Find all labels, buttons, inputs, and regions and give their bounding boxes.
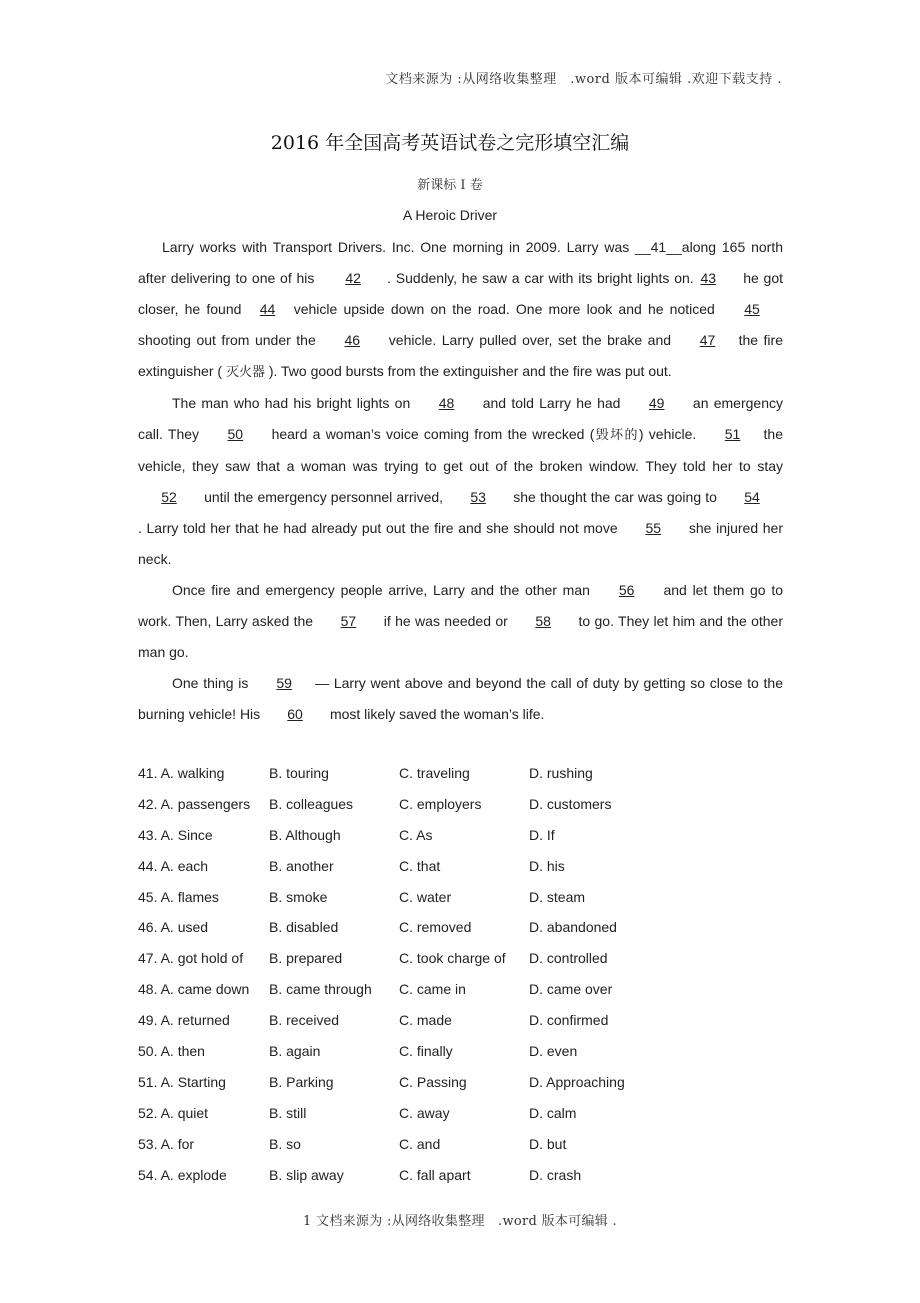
blank-57: 57 bbox=[340, 613, 357, 629]
option-d: D. steam bbox=[529, 888, 586, 905]
text: along 165 north after delivering to one of his bbox=[138, 239, 783, 286]
option-c: C. water bbox=[399, 888, 452, 905]
text: ). Two good bursts from the extinguisher and the fire was put out. bbox=[264, 363, 672, 379]
option-a: 46. A. used bbox=[138, 919, 209, 936]
option-b: B. slip away bbox=[269, 1166, 344, 1183]
option-c: C. made bbox=[399, 1012, 452, 1029]
text: and told Larry he had bbox=[477, 395, 626, 411]
option-b: B. received bbox=[269, 1012, 340, 1029]
option-b: B. Although bbox=[269, 826, 341, 843]
option-c: C. As bbox=[399, 826, 433, 843]
option-a: 45. A. flames bbox=[138, 888, 219, 905]
option-c: C. traveling bbox=[399, 765, 470, 781]
option-row bbox=[138, 1098, 798, 1129]
option-a: 52. A. quiet bbox=[138, 1104, 209, 1121]
passage-title: A Heroic Driver bbox=[402, 207, 498, 223]
text: she injured her neck. bbox=[138, 520, 783, 567]
text: if he was needed or bbox=[379, 613, 513, 629]
option-d: D. but bbox=[529, 1135, 567, 1152]
option-a: 50. A. then bbox=[138, 1043, 205, 1060]
text: Once fire and emergency people arrive, Larry and the other man bbox=[172, 582, 596, 598]
blank-47: 47 bbox=[699, 332, 716, 348]
option-b: B. colleagues bbox=[269, 795, 354, 812]
option-row bbox=[138, 1036, 798, 1067]
blank-52: 52 bbox=[161, 489, 177, 505]
option-c: C. away bbox=[399, 1104, 450, 1121]
option-b: B. prepared bbox=[269, 950, 343, 967]
option-a: 43. A. Since bbox=[138, 826, 213, 843]
option-a: 54. A. explode bbox=[138, 1166, 227, 1183]
text: shooting out from under the bbox=[138, 332, 322, 348]
text: vehicle. Larry pulled over, set the brake and bbox=[383, 332, 677, 348]
text: an emergency call. They bbox=[138, 395, 783, 442]
option-d: D. controlled bbox=[529, 950, 608, 967]
paragraph-2 bbox=[138, 388, 783, 575]
option-c: C. finally bbox=[399, 1043, 453, 1060]
blank-43: 43 bbox=[700, 270, 717, 286]
text: the vehicle, they saw that a woman was trying to get out of the broken window. They told her to stay bbox=[138, 426, 784, 474]
option-a: 48. A. came down bbox=[138, 981, 250, 998]
option-row bbox=[138, 943, 798, 974]
page-footer: 1 文档来源为 :从网络收集整理 .word 版本可编辑 . bbox=[303, 1214, 617, 1229]
paragraph-3 bbox=[138, 575, 783, 668]
option-c: C. came in bbox=[399, 981, 466, 998]
option-a: 53. A. for bbox=[138, 1135, 195, 1152]
option-row bbox=[138, 1005, 798, 1036]
text: The man who had his bright lights on bbox=[172, 395, 416, 411]
blank-49: 49 bbox=[648, 395, 665, 411]
option-a: 47. A. got hold of bbox=[138, 950, 244, 967]
blank-46: 46 bbox=[344, 332, 361, 348]
text: to go. They let him and the other man go. bbox=[138, 613, 783, 660]
option-d: D. customers bbox=[529, 795, 612, 812]
paragraph-4 bbox=[138, 668, 783, 730]
text: and let them go to work. Then, Larry asked the bbox=[138, 582, 784, 629]
option-row bbox=[138, 1160, 798, 1191]
option-c: C. removed bbox=[399, 919, 472, 936]
chinese-annotation: 灭火器 bbox=[225, 365, 265, 380]
blank-51: 51 bbox=[724, 426, 741, 442]
option-d: D. rushing bbox=[529, 765, 593, 781]
option-b: B. another bbox=[269, 857, 334, 874]
option-row bbox=[138, 1129, 798, 1160]
option-b: B. smoke bbox=[269, 888, 328, 905]
blank-56: 56 bbox=[618, 582, 635, 598]
blank-45: 45 bbox=[744, 301, 760, 317]
blank-53: 53 bbox=[470, 489, 486, 505]
blank-44: 44 bbox=[259, 301, 276, 317]
option-b: B. so bbox=[269, 1135, 301, 1152]
option-b: B. touring bbox=[269, 765, 329, 781]
option-b: B. disabled bbox=[269, 919, 339, 936]
option-row bbox=[138, 851, 798, 882]
option-row bbox=[138, 1067, 798, 1098]
cloze-passage bbox=[138, 232, 783, 730]
option-row bbox=[138, 882, 798, 913]
option-c: C. and bbox=[399, 1135, 441, 1152]
text: — Larry went above and beyond the call of duty by getting so close to the burning vehicle! His bbox=[138, 675, 783, 722]
blank-42: 42 bbox=[345, 270, 361, 286]
text: One thing is bbox=[172, 675, 254, 691]
option-b: B. came through bbox=[269, 981, 372, 998]
answer-options bbox=[138, 758, 798, 1190]
text: he got closer, he found bbox=[138, 270, 783, 317]
page-header: 文档来源为 :从网络收集整理 .word 版本可编辑 .欢迎下载支持 . bbox=[385, 72, 782, 87]
option-row bbox=[138, 974, 798, 1005]
option-b: B. still bbox=[269, 1104, 307, 1121]
chinese-annotation: 毁坏的 bbox=[594, 428, 639, 443]
blank-41: __41__ bbox=[635, 239, 682, 255]
option-d: D. confirmed bbox=[529, 1012, 609, 1029]
text: vehicle upside down on the road. One more look and he noticed bbox=[287, 301, 721, 317]
option-c: C. took charge of bbox=[399, 950, 506, 967]
text: most likely saved the woman’s life. bbox=[326, 706, 545, 722]
blank-48: 48 bbox=[438, 395, 455, 411]
text: the fire extinguisher ( bbox=[138, 332, 783, 379]
blank-55: 55 bbox=[645, 520, 662, 536]
option-row bbox=[138, 820, 798, 851]
option-d: D. his bbox=[529, 857, 565, 874]
text: . Larry told her that he had already put out the fire and she should not move bbox=[138, 520, 623, 536]
text: Larry works with Transport Drivers. Inc. One morning in 2009. Larry was bbox=[162, 239, 636, 255]
option-c: C. Passing bbox=[399, 1073, 467, 1090]
blank-54: 54 bbox=[744, 489, 760, 505]
option-d: D. crash bbox=[529, 1166, 582, 1183]
text: ) vehicle. bbox=[638, 426, 702, 442]
option-a: 44. A. each bbox=[138, 857, 209, 874]
text: until the emergency personnel arrived, bbox=[200, 489, 448, 505]
option-a: 42. A. passengers bbox=[138, 795, 251, 812]
blank-60: 60 bbox=[287, 706, 303, 722]
section-subtitle: 新课标 I 卷 bbox=[417, 178, 483, 193]
option-a: 41. A. walking bbox=[138, 765, 225, 781]
text: heard a woman’s voice coming from the wrecked ( bbox=[266, 426, 595, 442]
paragraph-1 bbox=[138, 232, 783, 388]
option-b: B. again bbox=[269, 1043, 321, 1060]
option-c: C. fall apart bbox=[399, 1166, 471, 1183]
document-title: 2016 年全国高考英语试卷之完形填空汇编 bbox=[270, 132, 630, 154]
option-d: D. abandoned bbox=[529, 919, 617, 936]
text: she thought the car was going to bbox=[509, 489, 721, 505]
option-b: B. Parking bbox=[269, 1073, 334, 1090]
text: . Suddenly, he saw a car with its bright lights on. bbox=[387, 270, 699, 286]
option-c: C. employers bbox=[399, 795, 482, 812]
blank-58: 58 bbox=[535, 613, 551, 629]
option-d: D. came over bbox=[529, 981, 613, 998]
option-a: 49. A. returned bbox=[138, 1012, 230, 1029]
option-row bbox=[138, 912, 798, 943]
option-d: D. calm bbox=[529, 1104, 577, 1121]
blank-59: 59 bbox=[276, 675, 292, 691]
blank-50: 50 bbox=[227, 426, 244, 442]
option-row bbox=[138, 758, 798, 789]
option-d: D. If bbox=[529, 826, 555, 843]
option-a: 51. A. Starting bbox=[138, 1073, 226, 1090]
option-d: D. even bbox=[529, 1043, 578, 1060]
option-c: C. that bbox=[399, 857, 441, 874]
option-d: D. Approaching bbox=[529, 1073, 625, 1090]
option-row bbox=[138, 789, 798, 820]
